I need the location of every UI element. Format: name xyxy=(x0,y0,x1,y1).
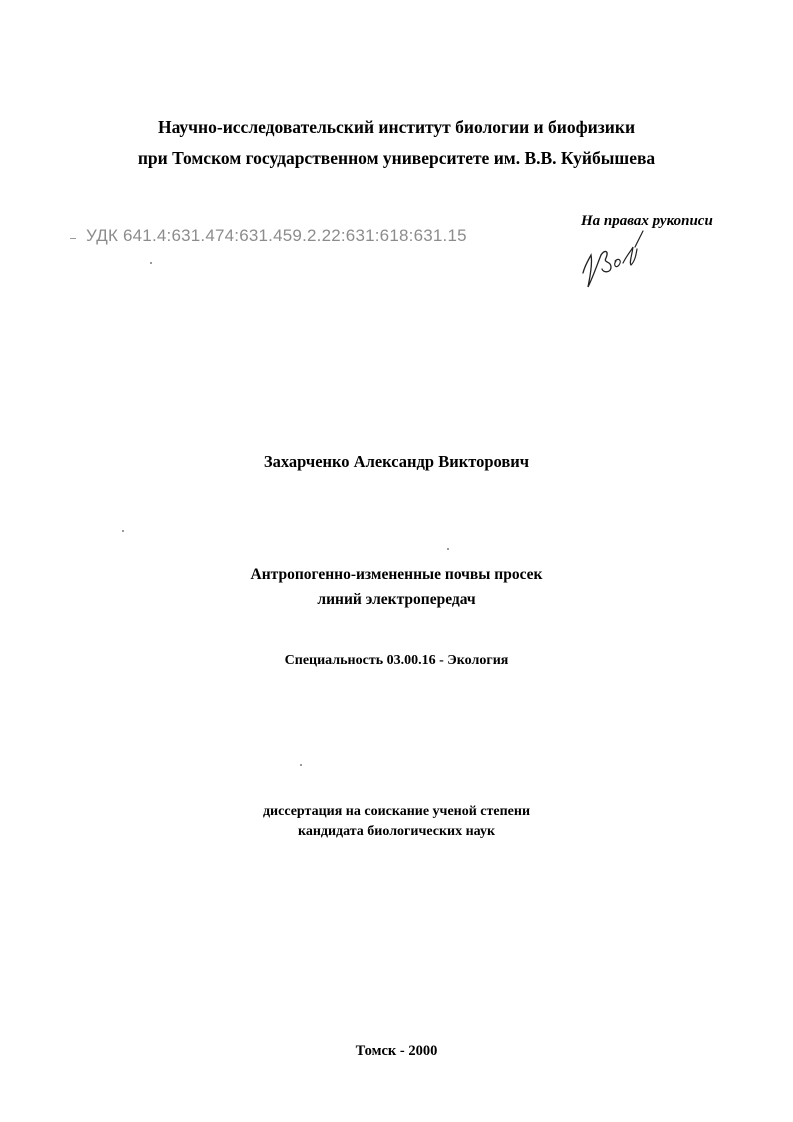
city-year: Томск - 2000 xyxy=(355,1043,438,1059)
scan-speck xyxy=(150,262,152,264)
institute-line-1: Научно-исследовательский институт биологии и биофизики xyxy=(157,117,636,137)
rights-notice: На правах рукописи xyxy=(581,213,713,229)
title-line-1: Антропогенно-измененные почвы просек xyxy=(250,566,543,583)
title-line-2: линий электропередач xyxy=(317,591,476,608)
author-name: Захарченко Александр Викторович xyxy=(263,452,530,471)
dissertation-line-1: диссертация на соискание ученой степени xyxy=(262,804,531,819)
institute-line-2: при Томском государственном университете им. В.В. Куйбышева xyxy=(137,148,656,168)
scan-speck xyxy=(447,548,449,550)
dissertation-line-2: кандидата биологических наук xyxy=(297,824,496,839)
scan-speck xyxy=(122,530,124,532)
udc-code: УДК 641.4:631.474:631.459.2.22:631:618:631.15 xyxy=(86,226,467,245)
udc-mark xyxy=(70,238,76,239)
specialty-line: Специальность 03.00.16 - Экология xyxy=(284,653,509,668)
handwritten-signature xyxy=(575,225,655,295)
scan-speck xyxy=(300,764,302,766)
